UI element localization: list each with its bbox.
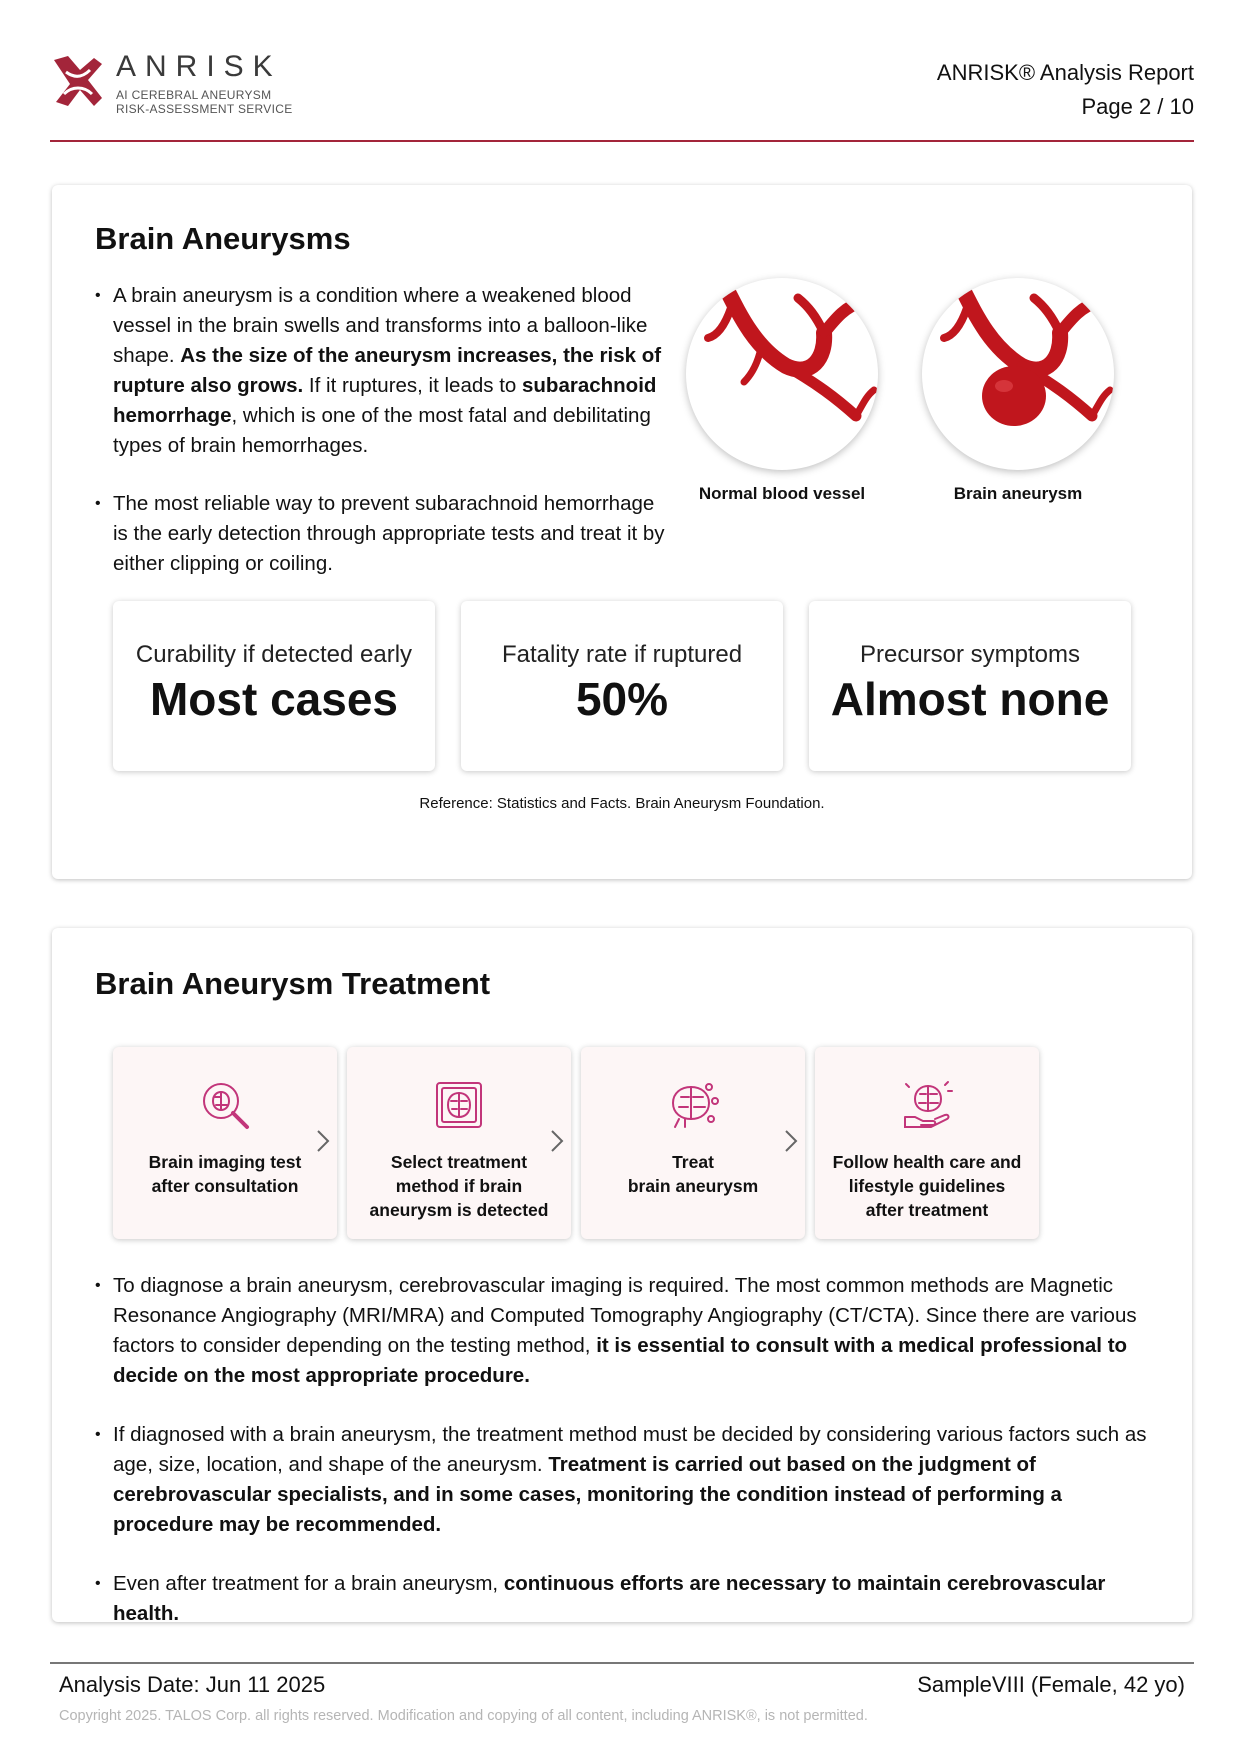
footer-divider (50, 1662, 1194, 1664)
bullet-emphasis: As the size of the aneurysm increases, the risk of rupture also grows. (113, 344, 662, 397)
figure-normal-vessel (672, 278, 892, 504)
copyright-notice: Copyright 2025. TALOS Corp. all rights reserved. Modification and copying of all content, including ANRISK®, is not permitted. (59, 1708, 868, 1724)
aneurysm-info-card (52, 185, 1192, 879)
figure-label: Normal blood vessel (698, 484, 866, 503)
section-title: Brain Aneurysms (95, 221, 351, 256)
bullet-emphasis: it is essential to consult with a medical professional to decide on the most appropriate procedure. (113, 1334, 1128, 1387)
analysis-date: Analysis Date: Jun 11 2025 (59, 1672, 326, 1697)
bullet-text: To diagnose a brain aneurysm, cerebrovascular imaging is required. The most common methods are Magnetic Resonance Angiography (MRI/MRA) and Computed Tomography Angiography (CT/CTA). Since there are various factors to consider depending on the testing method, (113, 1274, 1137, 1357)
bullet-text: If diagnosed with a brain aneurysm, the treatment method must be decided by considering various factors such as age, size, location, and shape of the aneurysm. (113, 1423, 1147, 1476)
treatment-step-follow-up (815, 1047, 1039, 1239)
bullet-item (95, 281, 665, 461)
brain-scan-icon (433, 1079, 485, 1131)
stat-box-symptoms (809, 601, 1131, 771)
stat-box-fatality (461, 601, 783, 771)
treatment-step-select-method (347, 1047, 571, 1239)
chevron-right-icon (781, 1125, 801, 1157)
brain-network-icon (667, 1079, 719, 1131)
aneurysm-vessel-icon (922, 278, 1114, 470)
treatment-bullets (95, 1271, 1155, 1658)
bullet-emphasis: subarachnoid hemorrhage (113, 374, 657, 427)
chevron-right-icon (313, 1125, 333, 1157)
report-meta (937, 56, 1194, 124)
patient-info: SampleVIII (Female, 42 yo) (917, 1672, 1185, 1697)
stat-label: Fatality rate if ruptured (501, 641, 743, 668)
stat-box-curability (113, 601, 435, 771)
step-label: Follow health care and lifestyle guidelines after treatment (832, 1152, 1022, 1220)
brand-logo (50, 52, 293, 116)
bullet-item (95, 1569, 1155, 1629)
figure-aneurysm (908, 278, 1128, 504)
bullet-item (95, 1271, 1155, 1391)
step-label: Select treatment method if brain aneurysm is detected (369, 1152, 549, 1220)
bullet-text: Even after treatment for a brain aneurysm, (113, 1572, 504, 1595)
page-header (50, 52, 1194, 142)
brain-hand-icon (901, 1079, 953, 1131)
bullet-text: , which is one of the most fatal and debilitating types of brain hemorrhages. (113, 404, 651, 457)
bullet-item: • The most reliable way to prevent subarachnoid hemorrhage is the early detection through appropriate tests and treat it by either clipping or coiling. (95, 489, 665, 579)
brain-search-icon (199, 1079, 251, 1131)
bullet-emphasis: Treatment is carried out based on the judgment of cerebrovascular specialists, and in some cases, monitoring the condition instead of performing a procedure may be recommended. (113, 1453, 1062, 1536)
stat-value: 50% (575, 673, 669, 725)
reference-note: Reference: Statistics and Facts. Brain Aneurysm Foundation. (419, 795, 825, 812)
treatment-step-imaging (113, 1047, 337, 1239)
figure-label: Brain aneurysm (953, 484, 1083, 503)
page-indicator: Page 2 / 10 (1081, 94, 1194, 119)
treatment-card (52, 928, 1192, 1625)
intro-bullets (95, 281, 665, 607)
report-title: ANRISK® Analysis Report (936, 60, 1194, 85)
bullet-item (95, 1420, 1155, 1540)
header-divider (50, 140, 1194, 142)
stat-value: Almost none (830, 673, 1110, 725)
stat-value: Most cases (149, 673, 398, 725)
anrisk-logo-icon (50, 52, 106, 110)
bullet-text: If it ruptures, it leads to (303, 374, 522, 397)
brand-tagline: RISK-ASSESSMENT SERVICE (116, 102, 293, 116)
step-label: Brain imaging test after consultation (148, 1152, 302, 1196)
stat-label: Curability if detected early (135, 641, 413, 668)
brand-name: ANRISK (116, 50, 282, 83)
brand-tagline: AI CEREBRAL ANEURYSM (116, 88, 272, 102)
stat-label: Precursor symptoms (859, 641, 1081, 668)
normal-vessel-icon (686, 278, 878, 470)
step-label: Treat brain aneurysm (627, 1152, 759, 1196)
chevron-right-icon (547, 1125, 567, 1157)
treatment-step-treat (581, 1047, 805, 1239)
bullet-text: A brain aneurysm is a condition where a weakened blood vessel in the brain swells and transforms into a balloon-like shape. (113, 284, 648, 367)
section-title: Brain Aneurysm Treatment (95, 966, 491, 1001)
bullet-emphasis: continuous efforts are necessary to maintain cerebrovascular health. (113, 1572, 1106, 1625)
